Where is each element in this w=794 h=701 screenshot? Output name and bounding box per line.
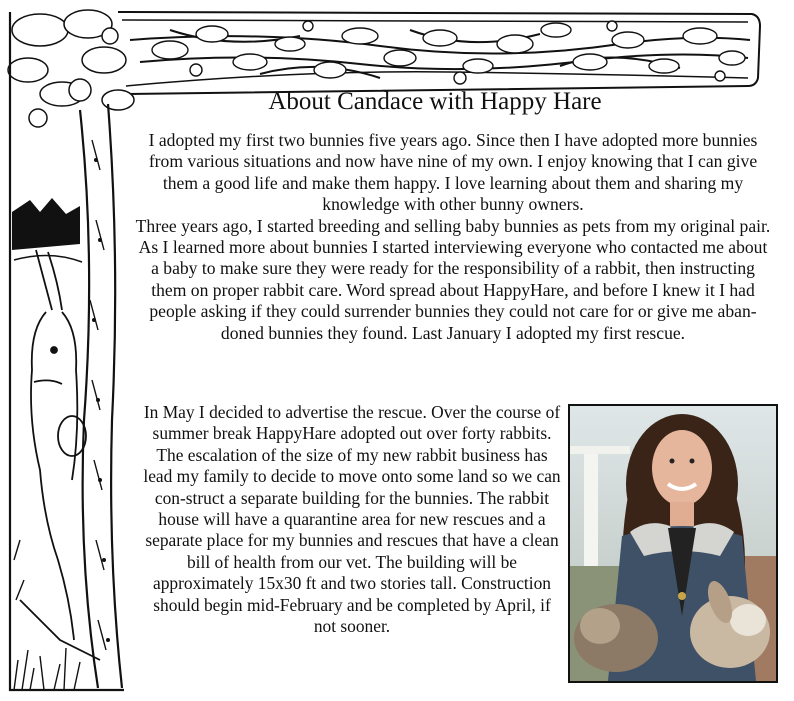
rescue-text-block: [142, 402, 562, 637]
photo-illustration: [570, 406, 776, 681]
intro-text-block: [134, 130, 772, 344]
candace-with-rabbits-photo: [568, 404, 778, 683]
paragraph-1: I adopted my first two bunnies five years ago. Since then I have adopted more bunnies from various situations and now have nine of my own. I enjoy knowing that I can give them a good life and make them happy. I love learning about them and sharing my knowledge with other bunny owners.: [148, 130, 758, 215]
tree-trunk: [10, 12, 124, 690]
canopy-cluster: [8, 10, 134, 127]
distant-treeline: [12, 198, 82, 262]
page-title: About Candace with Happy Hare: [268, 88, 602, 115]
paragraph-2: Three years ago, I started breeding and selling baby bunnies as pets from my original pair. As I learned more about bunnies I started interviewing everyone who contacted me about a baby to make sure they were ready for the responsibility of a rabbit, then instructing them on proper rabbit care. Word spread about HappyHare, and before I knew it I had people asking if they could surrender bunnies they could not care for or give me aban-doned bunnies they found. Last January I adopted my first rescue.: [135, 215, 771, 343]
trunk-bark-texture: [92, 158, 110, 642]
paragraph-3: In May I decided to advertise the rescue. Over the course of summer break HappyHare adopted out over forty rabbits. The escalation of the size of my new rabbit business has lead my family to decide to move onto some land so we can con-struct a separate building for the bunnies. The rabbit house will have a quarantine area for new rescues and a separate place for my bunnies and rescues that have a clean bill of health from our vet. The building will be approximately 15x30 ft and two stories tall. Construction should begin mid-February and be completed by April, if not sooner.: [143, 402, 561, 637]
top-branch-band: [118, 12, 760, 94]
